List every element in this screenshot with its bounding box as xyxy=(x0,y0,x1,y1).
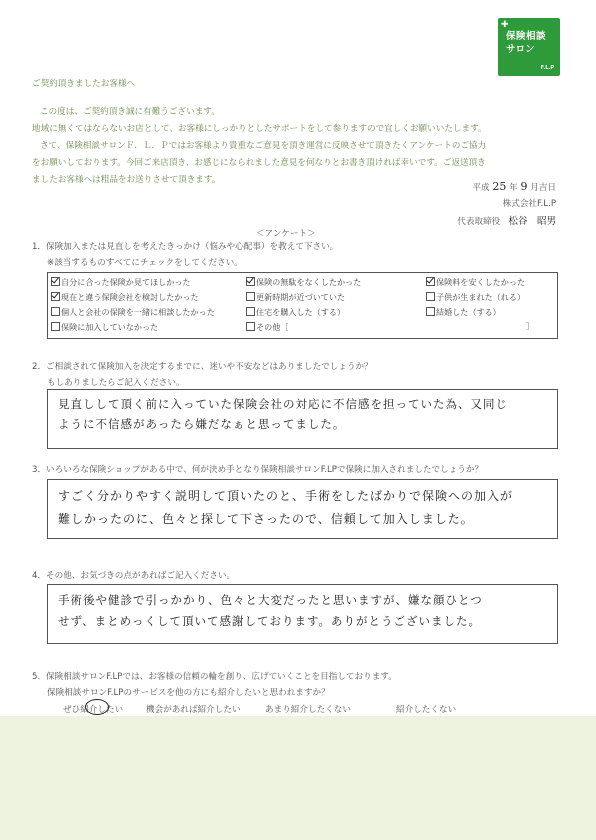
q4-answer-box[interactable] xyxy=(47,584,558,644)
q1-instruction: ※該当するものすべてにチェックをしてください。 xyxy=(47,258,243,268)
greeting: ご契約頂きましたお客様へ xyxy=(32,79,136,89)
q5-line-1: 5．保険相談サロンF.LPでは、お客様の信頼の輪を創り、広げていくことを目指しております。 xyxy=(32,672,397,682)
q1-option[interactable]: 保険の無駄をなくしたかった xyxy=(246,276,361,288)
plus-icon: ✚ xyxy=(501,20,509,30)
bottom-band xyxy=(0,716,596,840)
selection-circle-icon xyxy=(85,699,109,715)
q3-answer-line-2: 難しかったのに、色々と探して下さったので、信頼して加入しました。 xyxy=(58,512,474,526)
q1-option[interactable]: 子供が生まれた（れる） xyxy=(426,291,525,303)
checkbox-icon[interactable] xyxy=(426,307,435,316)
company-name: 株式会社F.L.P xyxy=(502,199,556,209)
q5-option-definitely[interactable]: ぜひ紹介したい xyxy=(63,705,124,715)
checkbox-icon[interactable] xyxy=(246,322,255,331)
q1-other-close-bracket: ］ xyxy=(526,321,535,331)
q4-answer-line-1: 手術後や健診で引っかかり、色々と大変だったと思いますが、嫌な顔ひとつ xyxy=(58,593,483,607)
representative-name: 松谷 昭男 xyxy=(508,216,556,227)
q1-question: 1．保険加入または見直しを考えたきっかけ（悩みや心配事）を教えて下さい。 xyxy=(32,242,339,252)
q4-answer-line-2: せず、まとめっくして頂いて感謝しております。ありがとうございました。 xyxy=(58,614,482,628)
flp-logo xyxy=(498,18,560,76)
q1-option[interactable]: 自分に合った保険か見てほしかった xyxy=(51,276,191,288)
intro-line-3: さて、保険相談サロンＦ．Ｌ．Ｐではお客様より貴重なご意見を頂き運営に反映させて頂きたくアンケートのご協力 xyxy=(40,141,487,151)
q4-question: 4．その他、お気づきの点があればご記入ください。 xyxy=(32,571,236,581)
checkbox-checked-icon[interactable] xyxy=(51,277,60,286)
q1-option[interactable]: 保険料を安くしたかった xyxy=(426,276,525,288)
representative: 代表取締役 松谷 昭男 xyxy=(457,216,556,227)
q5-option-no[interactable]: 紹介したくない xyxy=(396,705,457,715)
q2-answer-line-1: 見直しして頂く前に入っていた保険会社の対応に不信感を担っていた為、又同じ xyxy=(58,397,508,411)
q5-option-if-chance[interactable]: 機会があれば紹介したい xyxy=(146,705,241,715)
checkbox-icon[interactable] xyxy=(51,322,60,331)
checkbox-checked-icon[interactable] xyxy=(426,277,435,286)
q3-question: 3．いろいろな保険ショップがある中で、何が決め手となり保険相談サロンF.LPで保険に加入されましたでしょうか？ xyxy=(32,465,484,475)
date-month: 9 xyxy=(520,180,528,193)
q1-option[interactable]: 現在と違う保険会社を検討したかった xyxy=(51,291,199,303)
q3-answer-line-1: すごく分かりやすく説明して頂いたのと、手術をしたばかりで保険への加入が xyxy=(58,489,514,503)
q1-option[interactable]: 結婚した（する） xyxy=(426,306,501,318)
checkbox-checked-icon[interactable] xyxy=(246,277,255,286)
checkbox-checked-icon[interactable] xyxy=(51,292,60,301)
checkbox-icon[interactable] xyxy=(51,307,60,316)
q1-checkbox-table xyxy=(47,272,558,339)
q1-option[interactable]: 保険に加入していなかった xyxy=(51,321,158,333)
q3-answer-box[interactable] xyxy=(47,479,558,539)
checkbox-icon[interactable] xyxy=(246,292,255,301)
q1-option[interactable]: 更新時期が近づいていた xyxy=(246,291,345,303)
logo-small: F.L.P xyxy=(540,65,554,71)
q1-option-other[interactable]: その他［ xyxy=(246,321,288,333)
checkbox-icon[interactable] xyxy=(246,307,255,316)
q2-answer-line-2: ように不信感があったら嫌だなぁと思ってました。 xyxy=(58,417,346,431)
survey-title: ＜アンケート＞ xyxy=(256,229,316,239)
checkbox-icon[interactable] xyxy=(426,292,435,301)
q1-option[interactable]: 住宅を購入した（する） xyxy=(246,306,345,318)
intro-line-4: をお願いしております。今回ご来店頂き、お感じになられました意見を何なりとお書き頂ければ幸いです。ご返送頂き xyxy=(32,158,486,168)
date-line: 平成 25 年 9 月吉日 xyxy=(472,180,556,193)
intro-line-2: 地域に無くてはならないお店として、お客様にしっかりとしたサポートをして参りますので宜しくお願いいたします。 xyxy=(32,124,487,134)
q5-line-2: 保険相談サロンF.LPのサービスを他の方にも紹介したいと思われますか？ xyxy=(47,688,330,698)
intro-line-5: ましたお客様へは粗品をお送りさせて頂きます。 xyxy=(32,175,221,185)
q2-sub: もしありましたらご記入ください。 xyxy=(47,378,185,388)
q5-option-not-really[interactable]: あまり紹介したくない xyxy=(265,705,351,715)
logo-line1: 保険相談 xyxy=(506,31,547,42)
logo-line2: サロン xyxy=(506,44,535,55)
date-year: 25 xyxy=(492,180,507,193)
intro-line-1: この度は、ご契約頂き誠に有難うございます。 xyxy=(40,107,220,117)
q2-answer-box[interactable] xyxy=(47,389,558,449)
q2-question: 2．ご相談されて保険加入を決定するまでに、迷いや不安などはありましたでしょうか？ xyxy=(32,362,373,372)
q1-option[interactable]: 個人と会社の保険を一緒に相談したかった xyxy=(51,306,215,318)
